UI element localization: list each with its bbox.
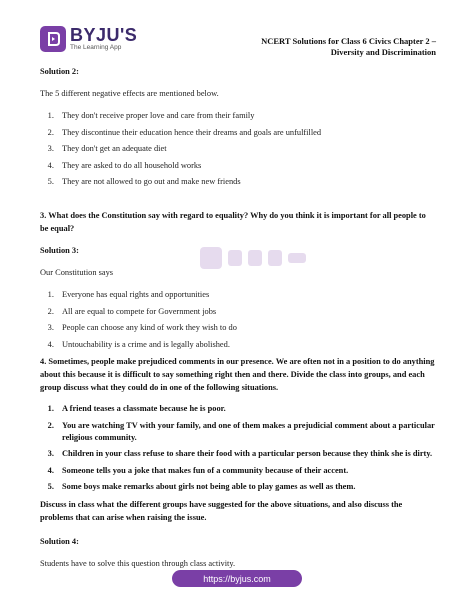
- list-item: 4. They are asked to do all household works: [56, 160, 436, 172]
- solution-4-heading: Solution 4:: [40, 536, 79, 546]
- solution-4-text: Students have to solve this question through class activity.: [40, 558, 236, 568]
- question-4-followup: Discuss in class what the different groups have suggested for the above situations, and also discuss the problems that can arise when raising the issue.: [40, 499, 403, 522]
- list-item: 1. Everyone has equal rights and opportunities: [56, 289, 436, 301]
- logo-name: BYJU'S: [70, 25, 138, 46]
- solution-2-intro: The 5 different negative effects are mentioned below.: [40, 89, 219, 98]
- footer-url: https://byjus.com: [203, 573, 271, 584]
- solution-2-list: [40, 110, 436, 188]
- list-item: 2. They discontinue their education hence their dreams and goals are unfulfilled: [56, 127, 436, 139]
- list-item: 2. All are equal to compete for Government jobs: [56, 306, 436, 318]
- list-item: 5. Some boys make remarks about girls not being able to play games as well as them.: [56, 481, 436, 493]
- logo-tagline: The Learning App: [70, 44, 122, 52]
- page-header: [0, 0, 474, 62]
- list-item: 4. Untouchability is a crime and is legally abolished.: [56, 339, 436, 351]
- list-item: 5. They are not allowed to go out and make new friends: [56, 176, 436, 188]
- solution-3-heading: Solution 3:: [40, 246, 79, 255]
- list-item: 1. They don't receive proper love and care from their family: [56, 110, 436, 122]
- document-body: [40, 66, 436, 570]
- question-4-situations-list: [40, 403, 436, 493]
- list-item: 3. People can choose any kind of work they wish to do: [56, 322, 436, 334]
- list-item: 4. Someone tells you a joke that makes fun of a community because of their accent.: [56, 465, 436, 477]
- list-item: 3. They don't get an adequate diet: [56, 143, 436, 155]
- solution-3-intro: Our Constitution says: [40, 268, 114, 277]
- list-item: 3. Children in your class refuse to share their food with a particular person because they think she is dirty.: [56, 448, 436, 460]
- solution-2-heading: Solution 2:: [40, 67, 79, 76]
- byjus-logo[interactable]: [40, 24, 137, 54]
- document-title-line-1: NCERT Solutions for Class 6 Civics Chapter 2 –: [261, 36, 436, 46]
- solution-3-list: [40, 289, 436, 351]
- byjus-logo-mark-icon: [40, 26, 66, 52]
- document-title: [206, 36, 436, 58]
- question-3: 3. What does the Constitution say with regard to equality? Why do you think it is important for all people to be equal?: [40, 211, 426, 233]
- document-title-line-2: Diversity and Discrimination: [330, 47, 436, 57]
- list-item: 1. A friend teases a classmate because he is poor.: [56, 403, 436, 415]
- list-item: 2. You are watching TV with your family, and one of them makes a prejudicial comment about a particular religious community.: [56, 420, 436, 444]
- footer-website-link[interactable]: [172, 570, 302, 587]
- question-4: 4. Sometimes, people make prejudiced comments in our presence. We are often not in a position to do anything about this because it is difficult to say something right then and there. Divide the class into groups, and each group discuss what they could do in one of the following situations.: [40, 357, 435, 392]
